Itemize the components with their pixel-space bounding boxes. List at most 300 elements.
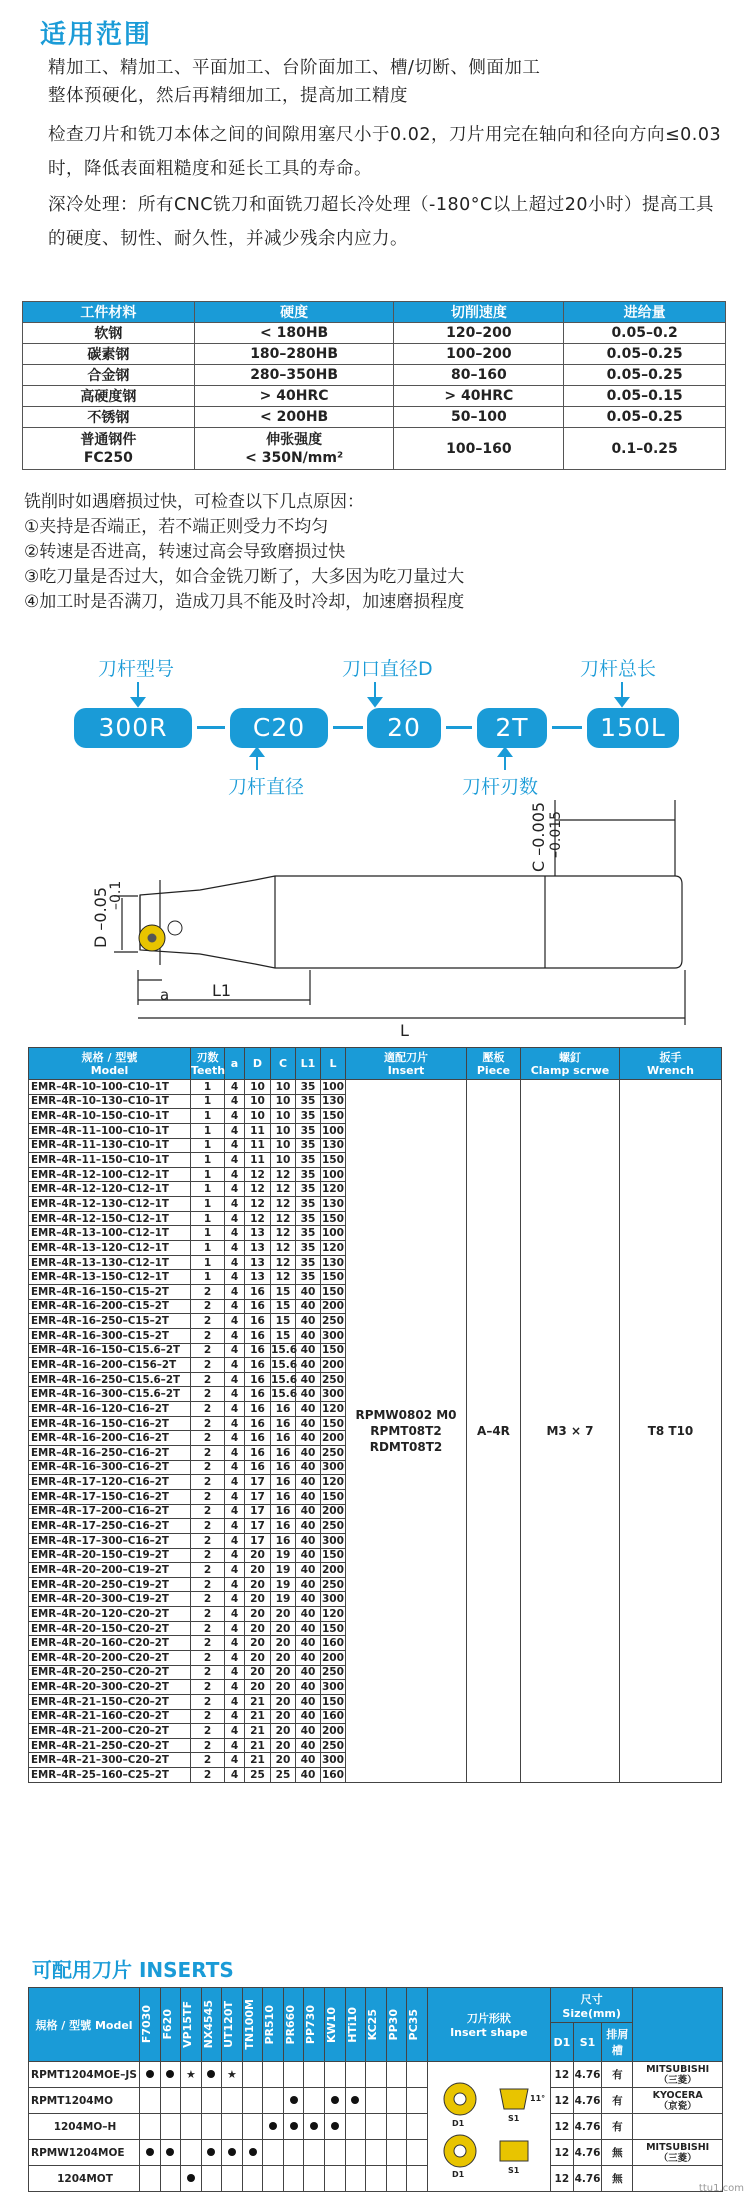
model-cell: EMR–4R–13–120–C12–1T: [29, 1241, 191, 1256]
code-part-shank: C20: [230, 708, 328, 748]
material-cell: 0.05–0.25: [564, 365, 726, 386]
spec-cell: 19: [271, 1592, 296, 1607]
spec-cell: 11: [245, 1123, 271, 1138]
material-row: [23, 365, 726, 386]
insert-size: 有: [602, 2114, 633, 2140]
size-header: 尺寸 Size(mm): [551, 1988, 633, 2023]
grade-header: PP30: [386, 1988, 407, 2062]
header-wrench: 扳手 Wrench: [620, 1048, 722, 1080]
model-cell: EMR–4R–20–150–C20–2T: [29, 1621, 191, 1636]
material-row: [23, 323, 726, 344]
model-cell: EMR–4R–21–300–C20–2T: [29, 1753, 191, 1768]
spec-cell: 20: [271, 1636, 296, 1651]
spec-cell: 40: [296, 1607, 321, 1622]
dot-icon: [269, 2122, 277, 2130]
ins-header-model: 規格 / 型號 Model: [29, 1988, 140, 2062]
model-cell: EMR–4R–20–200–C19–2T: [29, 1563, 191, 1578]
model-cell: EMR–4R–16–250–C15–2T: [29, 1314, 191, 1329]
material-cell: > 40HRC: [394, 386, 564, 407]
paragraph-2: 整体预硬化，然后再精细加工，提高加工精度: [48, 86, 408, 106]
spec-cell: 2: [191, 1416, 225, 1431]
spec-cell: 4: [225, 1665, 245, 1680]
spec-cell: 4: [225, 1299, 245, 1314]
model-cell: EMR–4R–12–120–C12–1T: [29, 1182, 191, 1197]
grade-mark: [201, 2166, 222, 2192]
spec-cell: 21: [245, 1694, 271, 1709]
insert-size: 有: [602, 2088, 633, 2114]
spec-cell: 16: [271, 1402, 296, 1417]
grade-header: PR510: [263, 1988, 284, 2062]
spec-cell: 2: [191, 1519, 225, 1534]
spec-cell: 16: [245, 1328, 271, 1343]
spec-cell: 4: [225, 1607, 245, 1622]
material-cell: 100–200: [394, 344, 564, 365]
spec-cell: 2: [191, 1314, 225, 1329]
spec-cell: 40: [296, 1680, 321, 1695]
dot-icon: [207, 2070, 215, 2078]
spec-cell: 2: [191, 1709, 225, 1724]
spec-cell: 4: [225, 1358, 245, 1373]
material-cell: 50–100: [394, 407, 564, 428]
code-part-teeth: 2T: [477, 708, 547, 748]
spec-cell: 12: [271, 1182, 296, 1197]
model-cell: EMR–4R–16–200–C156–2T: [29, 1358, 191, 1373]
spec-cell: 20: [245, 1548, 271, 1563]
spec-cell: 4: [225, 1416, 245, 1431]
spec-cell: 1: [191, 1138, 225, 1153]
insert-shape-drawing: [430, 2071, 548, 2179]
spec-cell: 1: [191, 1167, 225, 1182]
spec-cell: 4: [225, 1533, 245, 1548]
model-cell: EMR–4R–16–300–C16–2T: [29, 1460, 191, 1475]
spec-cell: 4: [225, 1724, 245, 1739]
grade-mark: [304, 2114, 325, 2140]
spec-cell: 1: [191, 1182, 225, 1197]
grade-mark: [201, 2088, 222, 2114]
dot-icon: [166, 2070, 174, 2078]
grade-mark: [181, 2088, 202, 2114]
insert-row: [29, 2062, 723, 2088]
spec-cell: 20: [271, 1753, 296, 1768]
svg-text:S1: S1: [507, 2166, 520, 2175]
spec-cell: 4: [225, 1592, 245, 1607]
paragraph-1: 精加工、精加工、平面加工、台阶面加工、槽/切断、侧面加工: [48, 58, 541, 78]
spec-cell: 130: [321, 1197, 345, 1210]
header-piece: 壓板 Piece: [467, 1048, 521, 1080]
model-cell: EMR–4R–13–130–C12–1T: [29, 1255, 191, 1270]
spec-cell: 1: [191, 1094, 225, 1109]
header-a: a: [225, 1048, 245, 1080]
spec-cell: 21: [245, 1709, 271, 1724]
insert-maker: MITSUBISHI （三菱）: [633, 2062, 723, 2088]
dot-icon: [187, 2174, 195, 2182]
material-cell: 120–200: [394, 323, 564, 344]
insert-size: 4.76: [573, 2062, 602, 2088]
spec-cell: 4: [225, 1387, 245, 1402]
insert-size: 12: [551, 2140, 574, 2166]
spec-cell: 35: [296, 1197, 321, 1212]
spec-cell: 40: [296, 1577, 321, 1592]
page-title: 适用范围: [40, 20, 153, 50]
spec-cell: 4: [225, 1241, 245, 1256]
spec-cell: 16: [245, 1314, 271, 1329]
grade-mark: [345, 2088, 366, 2114]
grade-mark: [160, 2166, 181, 2192]
drawing-c-tol-2: –0.015: [548, 810, 564, 858]
insert-size: 4.76: [573, 2140, 602, 2166]
model-cell: EMR–4R–17–250–C16–2T: [29, 1519, 191, 1534]
material-cell: 0.05–0.25: [564, 344, 726, 365]
spec-cell: 150: [321, 1490, 345, 1503]
spec-cell: 13: [245, 1255, 271, 1270]
spec-cell: 19: [271, 1577, 296, 1592]
spec-cell: 1: [191, 1123, 225, 1138]
spec-cell: 13: [245, 1226, 271, 1241]
spec-cell: 11: [245, 1138, 271, 1153]
spec-cell: 40: [296, 1475, 321, 1490]
spec-cell: 1: [191, 1153, 225, 1168]
spec-cell: 2: [191, 1768, 225, 1783]
spec-cell: 20: [245, 1650, 271, 1665]
shape-header: 刀片形狀 Insert shape: [427, 1988, 550, 2062]
model-cell: EMR–4R–20–250–C20–2T: [29, 1665, 191, 1680]
grade-mark: [201, 2114, 222, 2140]
insert-row: [29, 2088, 723, 2114]
model-cell: EMR–4R–16–150–C15.6–2T: [29, 1343, 191, 1358]
spec-cell: 1: [191, 1197, 225, 1212]
spec-cell: 150: [321, 1695, 345, 1708]
material-cell: 高硬度钢: [23, 386, 195, 407]
spec-cell: 40: [296, 1636, 321, 1651]
spec-cell: 160: [321, 1768, 345, 1781]
grade-mark: [242, 2166, 263, 2192]
spec-cell: 12: [245, 1211, 271, 1226]
spec-cell: 2: [191, 1563, 225, 1578]
model-cell: EMR–4R–16–200–C16–2T: [29, 1431, 191, 1446]
spec-cell: 40: [296, 1504, 321, 1519]
spec-cell: 2: [191, 1431, 225, 1446]
spec-cell: 20: [271, 1709, 296, 1724]
header-speed: 切削速度: [394, 302, 564, 323]
model-cell: EMR–4R–13–100–C12–1T: [29, 1226, 191, 1241]
grade-mark: [201, 2140, 222, 2166]
dot-icon: [331, 2096, 339, 2104]
grade-header: KW10: [324, 1988, 345, 2062]
insert-size: 有: [602, 2062, 633, 2088]
spec-cell: 200: [321, 1505, 345, 1518]
grade-mark: [407, 2114, 428, 2140]
spec-cell: 17: [245, 1519, 271, 1534]
spec-cell: 4: [225, 1197, 245, 1212]
grade-mark: [324, 2062, 345, 2088]
spec-cell: 35: [296, 1167, 321, 1182]
spec-cell: 4: [225, 1636, 245, 1651]
spec-cell: 4: [225, 1270, 245, 1285]
grade-mark: [263, 2166, 284, 2192]
spec-cell: 35: [296, 1211, 321, 1226]
spec-cell: 2: [191, 1446, 225, 1461]
inserts-table: [28, 1987, 723, 2192]
insert-row: [29, 2140, 723, 2166]
material-cell: 软钢: [23, 323, 195, 344]
material-row: [23, 344, 726, 365]
header-model: 规格 / 型號 Model: [29, 1048, 191, 1080]
spec-cell: 2: [191, 1284, 225, 1299]
spec-cell: 10: [271, 1080, 296, 1095]
model-cell: EMR–4R–17–300–C16–2T: [29, 1533, 191, 1548]
spec-cell: 12: [271, 1255, 296, 1270]
grade-mark: [222, 2114, 243, 2140]
spec-cell: 15.6: [271, 1358, 298, 1371]
spec-cell: 4: [225, 1709, 245, 1724]
grade-mark: [160, 2088, 181, 2114]
spec-cell: 20: [245, 1636, 271, 1651]
model-cell: EMR–4R–25–160–C25–2T: [29, 1768, 191, 1783]
piece-cell: A–4R: [467, 1080, 521, 1783]
label-teeth-count: 刀杆刃数: [462, 776, 539, 798]
grade-mark: [283, 2114, 304, 2140]
insert-model: RPMW1204MOE: [29, 2140, 140, 2166]
spec-cell: 2: [191, 1724, 225, 1739]
spec-cell: 40: [296, 1533, 321, 1548]
spec-cell: 2: [191, 1548, 225, 1563]
spec-cell: 16: [271, 1533, 296, 1548]
code-dash: [446, 726, 472, 729]
spec-cell: 12: [271, 1197, 296, 1212]
spec-cell: 300: [321, 1388, 345, 1401]
grade-mark: [386, 2114, 407, 2140]
material-cell: 0.05–0.25: [564, 407, 726, 428]
spec-cell: 16: [271, 1460, 296, 1475]
spec-cell: 100: [321, 1124, 345, 1137]
spec-cell: 35: [296, 1094, 321, 1109]
grade-mark: [140, 2062, 161, 2088]
grade-mark: [386, 2088, 407, 2114]
model-cell: EMR–4R–20–300–C19–2T: [29, 1592, 191, 1607]
grade-mark: [324, 2088, 345, 2114]
grade-mark: [140, 2088, 161, 2114]
grade-mark: [283, 2166, 304, 2192]
svg-text:D1: D1: [451, 2119, 465, 2128]
spec-cell: 35: [296, 1080, 321, 1095]
code-part-model: 300R: [74, 708, 192, 748]
spec-cell: 19: [271, 1563, 296, 1578]
model-cell: EMR–4R–10–150–C10–1T: [29, 1109, 191, 1124]
model-cell: EMR–4R–20–160–C20–2T: [29, 1636, 191, 1651]
dot-icon: [207, 2148, 215, 2156]
model-cell: EMR–4R–20–150–C19–2T: [29, 1548, 191, 1563]
spec-cell: 40: [296, 1343, 321, 1358]
spec-cell: 20: [245, 1607, 271, 1622]
grade-mark: [304, 2062, 325, 2088]
spec-cell: 16: [245, 1343, 271, 1358]
grade-mark: [263, 2140, 284, 2166]
spec-cell: 20: [271, 1607, 296, 1622]
spec-cell: 2: [191, 1504, 225, 1519]
code-dash: [552, 726, 582, 729]
dot-icon: [249, 2148, 257, 2156]
spec-cell: 200: [321, 1432, 345, 1445]
spec-cell: 1: [191, 1255, 225, 1270]
spec-cell: 4: [225, 1519, 245, 1534]
spec-cell: 40: [296, 1299, 321, 1314]
grade-mark: [345, 2062, 366, 2088]
spec-cell: 40: [296, 1650, 321, 1665]
grade-mark: [407, 2140, 428, 2166]
dot-icon: [351, 2096, 359, 2104]
spec-cell: 2: [191, 1680, 225, 1695]
spec-cell: 300: [321, 1681, 345, 1694]
spec-cell: 200: [321, 1358, 345, 1371]
spec-cell: 40: [296, 1358, 321, 1373]
grade-header: F620: [160, 1988, 181, 2062]
grade-header: PP730: [304, 1988, 325, 2062]
insert-size: 12: [551, 2088, 574, 2114]
spec-cell: 16: [245, 1358, 271, 1373]
grade-mark: [324, 2166, 345, 2192]
grade-mark: [304, 2088, 325, 2114]
spec-cell: 10: [271, 1109, 296, 1124]
grade-mark: [366, 2114, 387, 2140]
note-1: ①夹持是否端正，若不端正则受力不均匀: [24, 517, 329, 537]
model-cell: EMR–4R–21–250–C20–2T: [29, 1738, 191, 1753]
grade-mark: [304, 2140, 325, 2166]
material-cell: 80–160: [394, 365, 564, 386]
grade-mark: [283, 2088, 304, 2114]
grade-mark: [366, 2088, 387, 2114]
spec-cell: 16: [271, 1519, 296, 1534]
spec-cell: 130: [321, 1256, 345, 1269]
spec-cell: 20: [271, 1694, 296, 1709]
spec-cell: 13: [245, 1241, 271, 1256]
model-cell: EMR–4R–21–160–C20–2T: [29, 1709, 191, 1724]
grade-mark: [366, 2062, 387, 2088]
spec-cell: 35: [296, 1182, 321, 1197]
model-cell: EMR–4R–16–250–C16–2T: [29, 1446, 191, 1461]
insert-maker: MITSUBISHI （三菱）: [633, 2140, 723, 2166]
spec-cell: 250: [321, 1578, 345, 1591]
last-hardness: 伸张强度 < 350N/mm²: [194, 428, 394, 470]
grade-mark: [366, 2166, 387, 2192]
spec-cell: 20: [271, 1665, 296, 1680]
model-cell: EMR–4R–20–250–C19–2T: [29, 1577, 191, 1592]
spec-cell: 40: [296, 1709, 321, 1724]
spec-cell: 16: [245, 1416, 271, 1431]
spec-cell: 16: [245, 1284, 271, 1299]
model-cell: EMR–4R–12–150–C12–1T: [29, 1211, 191, 1226]
spec-cell: 16: [245, 1402, 271, 1417]
spec-cell: 4: [225, 1768, 245, 1783]
spec-cell: 4: [225, 1343, 245, 1358]
grade-mark: [160, 2114, 181, 2140]
insert-model: RPMT1204MOE–JS: [29, 2062, 140, 2088]
spec-cell: 150: [321, 1110, 345, 1123]
dot-icon: [146, 2148, 154, 2156]
spec-cell: 21: [245, 1738, 271, 1753]
spec-cell: 130: [321, 1095, 345, 1108]
spec-cell: 20: [271, 1738, 296, 1753]
spec-cell: 20: [245, 1563, 271, 1578]
spec-cell: 250: [321, 1315, 345, 1328]
spec-cell: 25: [245, 1768, 271, 1783]
grade-mark: [201, 2062, 222, 2088]
dot-icon: [146, 2070, 154, 2078]
spec-cell: 40: [296, 1563, 321, 1578]
spec-cell: 40: [296, 1724, 321, 1739]
insert-size: 12: [551, 2166, 574, 2192]
spec-cell: 16: [271, 1504, 296, 1519]
insert-size: 4.76: [573, 2166, 602, 2192]
spec-cell: 300: [321, 1754, 345, 1767]
code-part-length: 150L: [587, 708, 679, 748]
grade-mark: [324, 2140, 345, 2166]
model-cell: EMR–4R–11–150–C10–1T: [29, 1153, 191, 1168]
spec-cell: 17: [245, 1475, 271, 1490]
grade-header: KC25: [366, 1988, 387, 2062]
model-cell: EMR–4R–17–150–C16–2T: [29, 1489, 191, 1504]
grade-mark: [407, 2062, 428, 2088]
drawing-l1: L1: [212, 981, 232, 1000]
spec-cell: 20: [245, 1680, 271, 1695]
spec-cell: 4: [225, 1548, 245, 1563]
spec-cell: 12: [271, 1226, 296, 1241]
spec-cell: 40: [296, 1328, 321, 1343]
watermark: ttu1.com: [698, 2183, 744, 2194]
model-cell: EMR–4R–11–100–C10–1T: [29, 1123, 191, 1138]
spec-cell: 120: [321, 1607, 345, 1620]
spec-cell: 160: [321, 1710, 345, 1723]
drawing-a: a: [160, 986, 170, 1004]
spec-cell: 2: [191, 1387, 225, 1402]
spec-cell: 4: [225, 1328, 245, 1343]
spec-cell: 21: [245, 1753, 271, 1768]
spec-cell: 4: [225, 1255, 245, 1270]
grade-header: NX4545: [201, 1988, 222, 2062]
spec-cell: 40: [296, 1621, 321, 1636]
grade-header: PC35: [407, 1988, 428, 2062]
spec-cell: 250: [321, 1446, 345, 1459]
spec-cell: 4: [225, 1753, 245, 1768]
spec-cell: 2: [191, 1607, 225, 1622]
spec-cell: 300: [321, 1329, 345, 1342]
spec-cell: 4: [225, 1738, 245, 1753]
model-cell: EMR–4R–17–200–C16–2T: [29, 1504, 191, 1519]
header-screw: 螺釘 Clamp scrwe: [521, 1048, 620, 1080]
spec-cell: 4: [225, 1680, 245, 1695]
material-cell: 碳素钢: [23, 344, 195, 365]
spec-cell: 300: [321, 1593, 345, 1606]
grade-mark: [407, 2166, 428, 2192]
grade-mark: [324, 2114, 345, 2140]
spec-cell: 2: [191, 1460, 225, 1475]
spec-cell: 4: [225, 1621, 245, 1636]
spec-cell: 16: [245, 1372, 271, 1387]
grade-mark: [242, 2062, 263, 2088]
spec-cell: 10: [271, 1094, 296, 1109]
grade-header: F7030: [140, 1988, 161, 2062]
grade-mark: [386, 2166, 407, 2192]
spec-cell: 1: [191, 1226, 225, 1241]
spec-cell: 40: [296, 1402, 321, 1417]
spec-cell: 12: [271, 1211, 296, 1226]
spec-cell: 16: [271, 1446, 296, 1461]
spec-cell: 4: [225, 1577, 245, 1592]
note-0: 铣削时如遇磨损过快，可检查以下几点原因：: [24, 492, 364, 512]
spec-cell: 150: [321, 1285, 345, 1298]
spec-cell: 35: [296, 1270, 321, 1285]
code-dash: [197, 726, 225, 729]
spec-cell: 10: [271, 1123, 296, 1138]
